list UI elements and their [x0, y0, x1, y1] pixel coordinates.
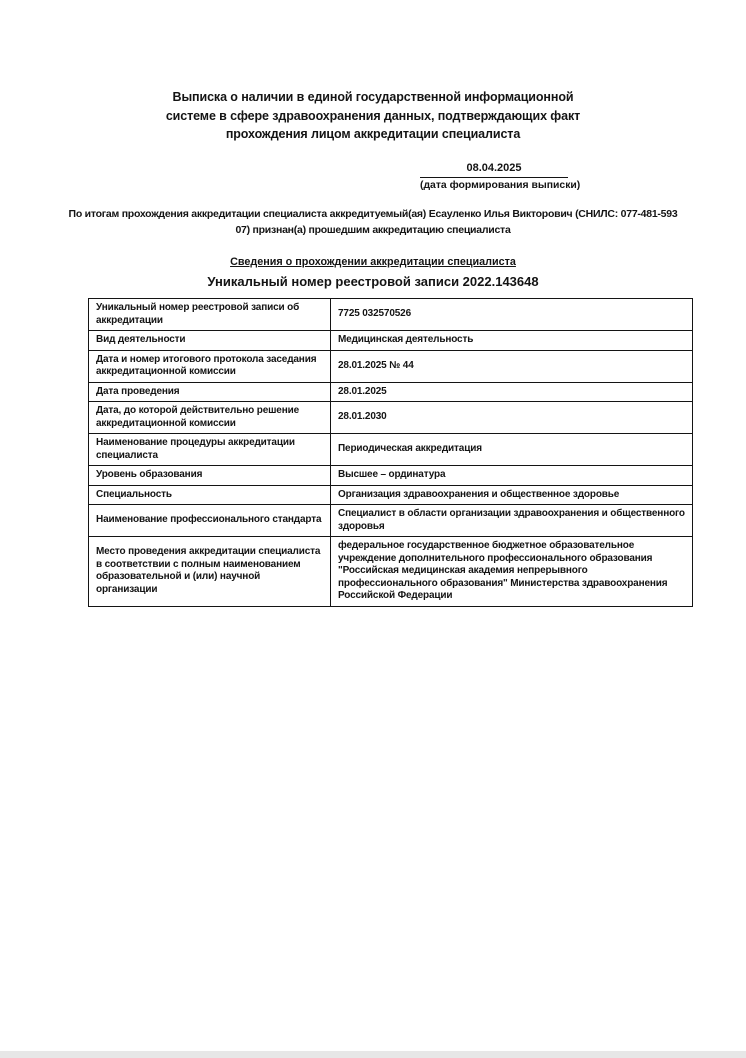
accreditation-table	[88, 298, 693, 607]
table-row	[89, 485, 693, 505]
issue-date-caption: (дата формирования выписки)	[420, 177, 568, 192]
row-label: Дата и номер итогового протокола заседания аккредитационной комиссии	[89, 350, 331, 382]
row-value: Высшее – ординатура	[331, 466, 693, 486]
row-value: Организация здравоохранения и общественное здоровье	[331, 485, 693, 505]
bottom-scrollbar-track	[0, 1051, 746, 1058]
issue-date: 08.04.2025	[466, 162, 522, 174]
row-label: Наименование профессионального стандарта	[89, 505, 331, 537]
row-label: Дата, до которой действительно решение аккредитационной комиссии	[89, 402, 331, 434]
row-value: Медицинская деятельность	[331, 331, 693, 351]
row-value: федеральное государственное бюджетное образовательное учреждение дополнительного профессионального образования "Российская медицинская академия непрерывного профессионального образования" Министерства здравоохранения Российской Федерации	[331, 537, 693, 607]
table-row	[89, 402, 693, 434]
table-row	[89, 537, 693, 607]
row-label: Дата проведения	[89, 382, 331, 402]
table-row	[89, 299, 693, 331]
intro-paragraph: По итогам прохождения аккредитации специалиста аккредитуемый(ая) Есауленко Илья Викторович (СНИЛС: 077-481-593 07) признан(а) прошедшим аккредитацию специалиста	[68, 208, 678, 236]
row-value: Периодическая аккредитация	[331, 434, 693, 466]
row-label: Специальность	[89, 485, 331, 505]
section-heading: Сведения о прохождении аккредитации специалиста	[230, 256, 516, 268]
table-row	[89, 434, 693, 466]
record-number-heading: Уникальный номер реестровой записи 2022.143648	[207, 274, 539, 289]
row-value: Специалист в области организации здравоохранения и общественного здоровья	[331, 505, 693, 537]
page-title: Выписка о наличии в единой государственной информационной системе в сфере здравоохранения данных, подтверждающих факт прохождения лицом аккредитации специалиста	[165, 90, 581, 141]
table-row	[89, 382, 693, 402]
row-label: Наименование процедуры аккредитации специалиста	[89, 434, 331, 466]
page-title-wrap	[0, 88, 746, 144]
row-value: 7725 032570526	[331, 299, 693, 331]
row-value: 28.01.2025	[331, 382, 693, 402]
row-value: 28.01.2030	[331, 402, 693, 434]
row-value: 28.01.2025 № 44	[331, 350, 693, 382]
table-row	[89, 466, 693, 486]
table-row	[89, 331, 693, 351]
table-row	[89, 505, 693, 537]
row-label: Место проведения аккредитации специалиста в соответствии с полным наименованием образовательной и (или) научной организации	[89, 537, 331, 607]
table-row	[89, 350, 693, 382]
issue-date-block	[420, 162, 581, 192]
row-label: Уровень образования	[89, 466, 331, 486]
row-label: Вид деятельности	[89, 331, 331, 351]
row-label: Уникальный номер реестровой записи об аккредитации	[89, 299, 331, 331]
